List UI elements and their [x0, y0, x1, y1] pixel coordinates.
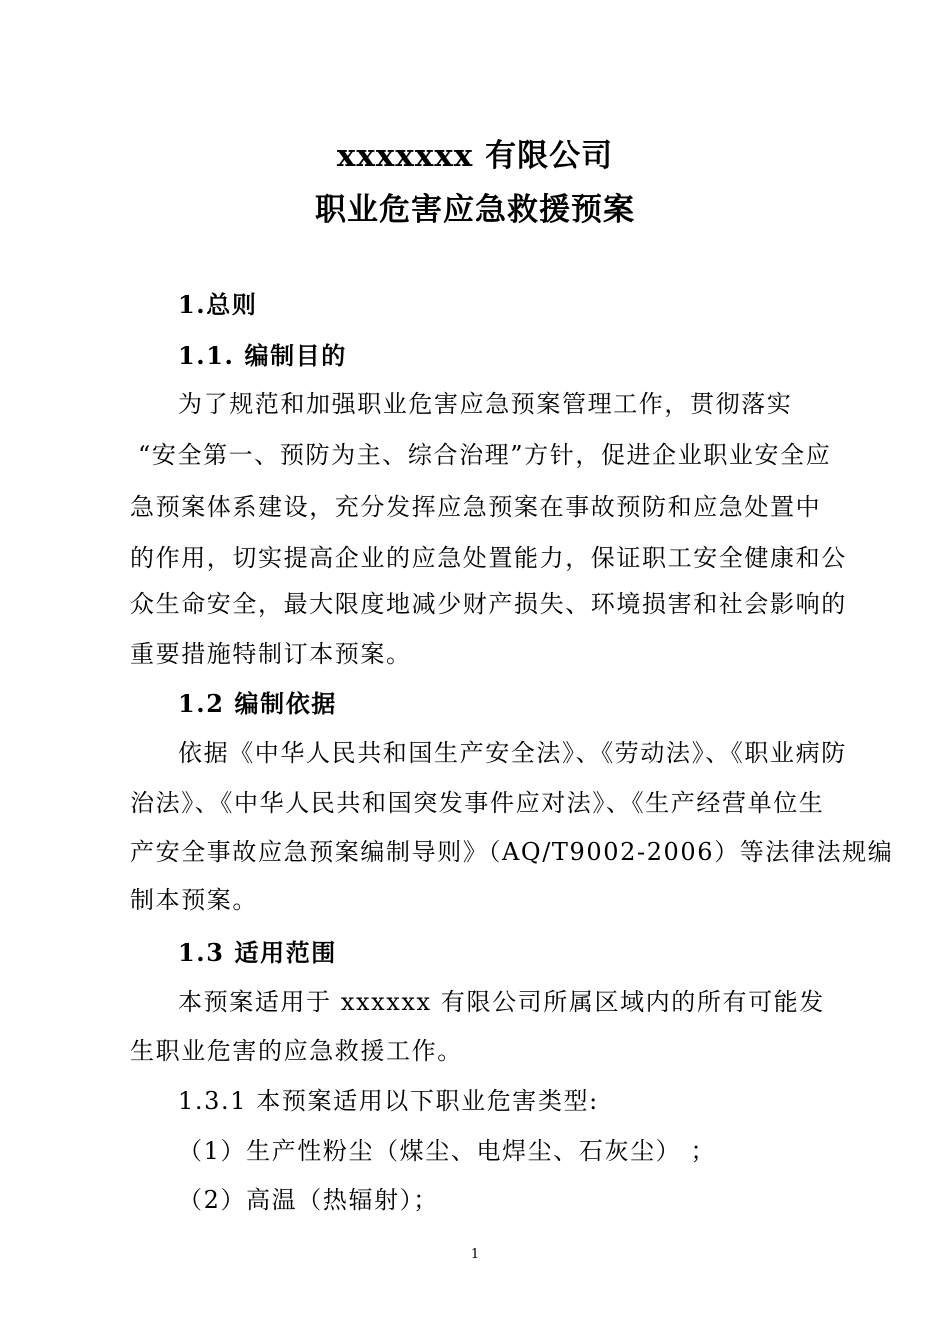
paragraph-line: 产安全事故应急预案编制导则》（AQ/T9002-2006）等法律法规编	[130, 838, 894, 866]
paragraph-line: 的作用，切实提高企业的应急处置能力，保证职工安全健康和公	[130, 544, 847, 572]
hazard-list-item: （2）高温（热辐射）；	[178, 1186, 439, 1214]
paragraph-line: 为了规范和加强职业危害应急预案管理工作，贯彻落实	[178, 390, 793, 418]
paragraph-line: 重要措施特制订本预案。	[130, 640, 412, 668]
page-number: 1	[470, 1247, 480, 1262]
paragraph-line: 众生命安全，最大限度地减少财产损失、环境损害和社会影响的	[130, 590, 847, 618]
paragraph-line: 依据《中华人民共和国生产安全法》、《劳动法》、《职业病防	[178, 739, 847, 767]
paragraph-line: “安全第一、预防为主、综合治理”方针，促进企业职业安全应	[138, 441, 832, 469]
paragraph-line: 急预案体系建设，充分发挥应急预案在事故预防和应急处置中	[130, 493, 822, 521]
document-title: 职业危害应急救援预案	[315, 192, 635, 228]
section-1-1-heading: 1.1. 编制目的	[178, 341, 347, 370]
paragraph-line: 生职业危害的应急救援工作。	[130, 1037, 463, 1065]
paragraph-line: 本预案适用于 xxxxxx 有限公司所属区域内的所有可能发	[178, 988, 825, 1016]
company-title: xxxxxxx 有限公司	[336, 138, 614, 174]
section-1-heading: 1.总则	[178, 290, 258, 319]
hazard-list-item: （1）生产性粉尘（煤尘、电焊尘、石灰尘） ；	[178, 1137, 717, 1165]
section-1-3-heading: 1.3 适用范围	[178, 938, 337, 967]
section-1-2-heading: 1.2 编制依据	[178, 689, 337, 718]
paragraph-line: 治法》、《中华人民共和国突发事件应对法》、《生产经营单位生	[130, 789, 825, 817]
paragraph-line: 制本预案。	[130, 886, 258, 914]
section-1-3-1-intro: 1.3.1 本预案适用以下职业危害类型:	[178, 1087, 599, 1115]
